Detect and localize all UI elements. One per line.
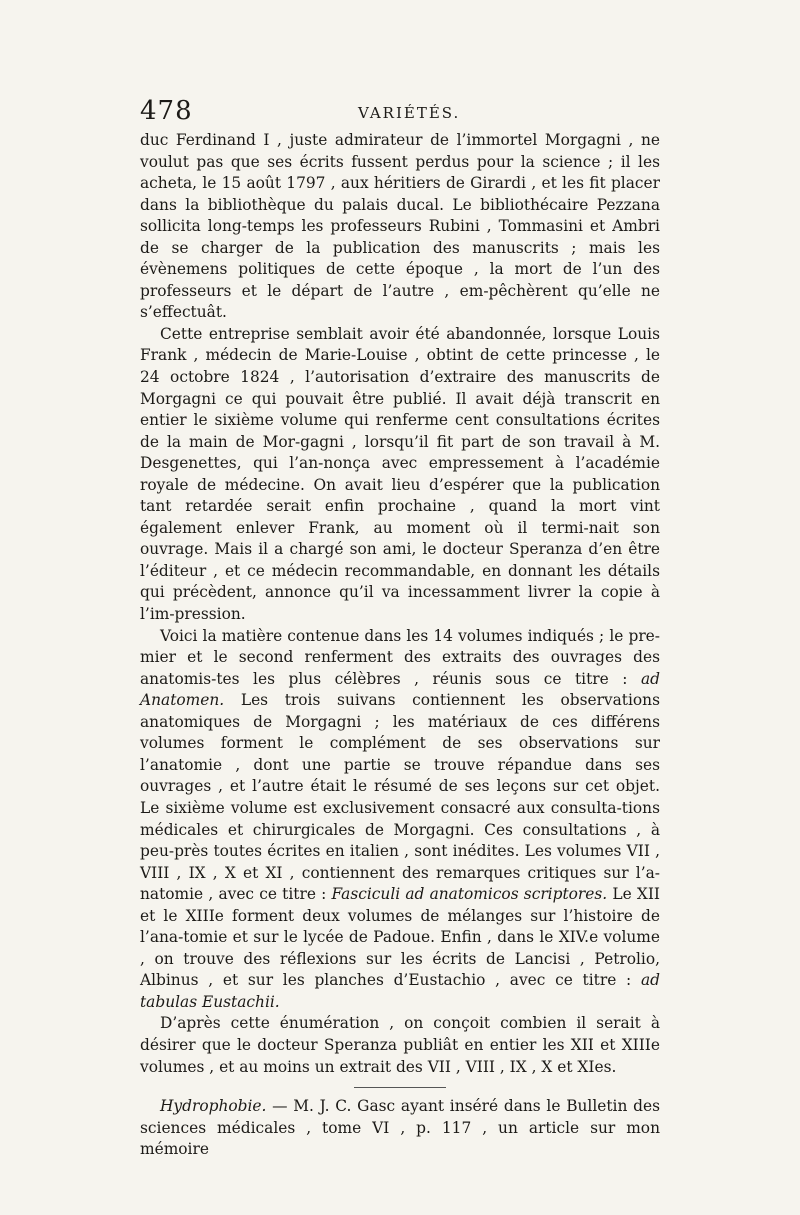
body-text [140,130,660,1161]
running-head: VARIÉTÉS. [358,104,461,122]
text-run: Voici la matière contenue dans les 14 volumes indiqués ; le pre-mier et le second renferment des extraits des ouvrages des anatomis-tes les plus célèbres , réunis sous ce titre : [140,626,660,688]
text-run: Cette entreprise semblait avoir été abandonnée, lorsque Louis Frank , médecin de Marie-Louise , obtint de cette princesse , le 24 octobre 1824 , l’autorisation d’extraire des manuscrits de Morgagni ce qui pouvait être publié. Il avait déjà transcrit en entier le sixième volume qui renferme cent consultations écrites de la main de Mor-gagni , lorsqu’il fit part de son travail à M. Desgenettes, qui l’an-nonça avec empressement à l’académie royale de médecine. On avait lieu d’espérer que la publication tant retardée serait enfin prochaine , quand la mort vint également enlever Frank, au moment où il termi-nait son ouvrage. Mais il a chargé son ami, le docteur Speranza d’en être l’éditeur , et ce médecin recommandable, en donnant les détails qui précèdent, annonce qu’il va incessamment livrer la copie à l’im-pression. [140,324,660,624]
text-run: Les trois suivans contiennent les observations anatomiques de Morgagni ; les matériaux de ces différens volumes forment le complément de ses observations sur l’anatomie , dont une partie se trouve répandue dans ses ouvrages , et l’autre était le résumé de ses leçons sur cet objet. Le sixième volume est exclusivement consacré aux consulta-tions médicales et chirurgicales de Morgagni. Ces consultations , à peu-près toutes écrites en italien , sont inédites. Les volumes VII , VIII , IX , X et XI , contiennent des remarques critiques sur l’a-natomie , avec ce titre : [140,691,660,904]
note-title: Hydrophobie. [160,1097,267,1116]
text-run: duc Ferdinand I , juste admirateur de l’immortel Morgagni , ne voulut pas que ses écrits fussent perdus pour la science ; il les acheta, le 15 août 1797 , aux héritiers de Girardi , et les fit placer dans la bibliothèque du palais ducal. Le bibliothécaire Pezzana sollicita long-temps les professeurs Rubini , Tommasini et Ambri de se charger de la publication des manuscrits ; mais les évènemens politiques de cette époque , la mort de l’un des professeurs et le départ de l’autre , em-pêchèrent qu’elle ne s’effectuât. [140,131,660,322]
note-text: — M. J. C. Gasc ayant inséré dans le Bulletin des sciences médicales , tome VI , p. 117 , un article sur mon mémoire [140,1097,660,1159]
italic-title: Fasciculi ad anatomicos scriptores. [331,885,608,904]
body-paragraph [140,626,660,1014]
text-run: D’après cette énumération , on conçoit combien il serait à désirer que le docteur Speranza publiât en entier les XII et XIIIe volumes , et au moins un extrait des VII , VIII , IX , X et XIes. [140,1014,660,1076]
hydrophobie-note [140,1096,660,1161]
page-number: 478 [140,96,193,126]
body-paragraph [140,324,660,626]
italic-title: ad tabulas Eustachii. [140,971,660,1011]
page-header [140,96,665,132]
section-divider [354,1087,446,1088]
body-paragraph [140,130,660,324]
italic-title: ad Anatomen. [140,669,660,710]
text-run: Le XII et le XIIIe forment deux volumes de mélanges sur l’histoire de l’ana-tomie et sur le lycée de Padoue. Enfin , dans le XIV.e volume , on trouve des réflexions sur les écrits de Lancisi , Petrolio, Albinus , et sur les planches d’Eustachio , avec ce titre : [140,885,660,990]
body-paragraph [140,1013,660,1078]
